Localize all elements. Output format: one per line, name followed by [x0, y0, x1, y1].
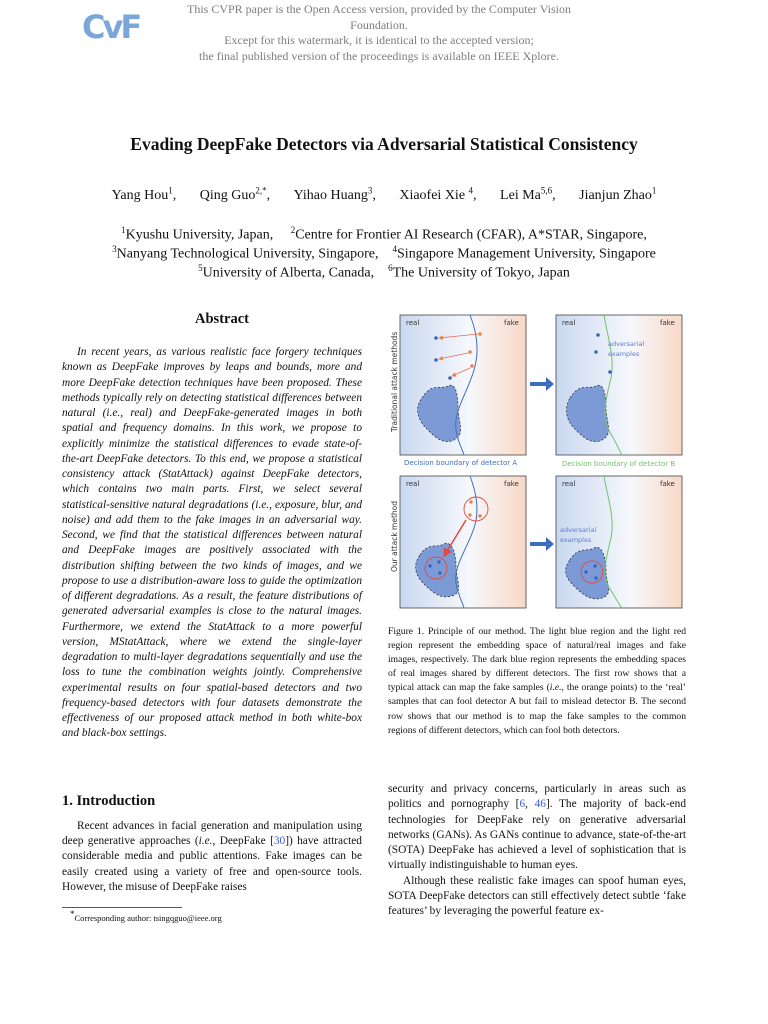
- panel-traditional-detector-a: [400, 315, 526, 455]
- citation-link[interactable]: 30: [273, 835, 286, 848]
- panel-label-real: real: [562, 480, 576, 488]
- paper-title: Evading DeepFake Detectors via Adversarial Statistical Consistency: [130, 134, 638, 154]
- author: Lei Ma$^{5,6}$,: [500, 185, 556, 203]
- cvf-logo: [82, 6, 142, 44]
- author: Jianjun Zhao$^1$: [579, 185, 657, 203]
- watermark-line-3: the final published version of the proceedings is available on IEEE Xplore.: [199, 48, 559, 63]
- affiliation: Singapore Management University, Singapore: [397, 246, 656, 262]
- abstract-text: In recent years, as various realistic face forgery techniques known as DeepFake improves by leaps and bounds, more and more DeepFake detection techniques have been proposed. These methods typically rely on detecting statistical differences between natural (i.e., real) and DeepFake-generated images in both spatial and frequency domains. In this work, we propose to explicitly minimize the statistical differences to evade state-of-the-art DeepFake detectors. To this end, we propose a statistical consistency attack (StatAttack) against DeepFake detectors, which contains two main parts. First, we select several statistical-sensitive natural degradations (i.e., exposure, blur, and noise) and add them to the fake images in an adversarial way. Second, we find that the statistical differences between natural and DeepFake images are positively associated with the distribution shifting between the two kinds of images, and we propose to use a distribution-aware loss to guide the optimization of different degradations. As a result, the feature distributions of generated adversarial examples is close to the natural images. Furthermore, we extend the StatAttack to a more powerful version, MStatAttack, where we extend the single-layer degradation to multi-layer degradations sequentially and use the loss to tune the combination weights jointly. Comprehensive experimental results on four spatial-based detectors and two frequency-based detectors with four datasets demonstrate the effectiveness of our proposed attack method in both white-box and black-box settings.: [62, 346, 362, 740]
- citation-link[interactable]: 46: [534, 798, 546, 811]
- label-adversarial-examples: examples: [608, 350, 640, 358]
- affiliation: The University of Tokyo, Japan: [392, 265, 570, 281]
- label-decision-boundary-a: Decision boundary of detector A: [404, 459, 518, 467]
- row-label-ours: Our attack method: [390, 500, 399, 572]
- right-column-text: [388, 782, 686, 920]
- panel-label-real: real: [406, 319, 420, 327]
- watermark-line-2: Except for this watermark, it is identical to the accepted version;: [224, 33, 534, 47]
- panel-ours-detector-a: [400, 476, 526, 608]
- panel-label-fake: fake: [660, 319, 675, 327]
- panel-label-fake: fake: [504, 480, 519, 488]
- author: Qing Guo$^{2,*}$,: [199, 185, 271, 203]
- citation-link[interactable]: 6: [519, 798, 526, 811]
- row-label-traditional: Traditional attack methods: [390, 331, 399, 432]
- footnote-rule: [62, 907, 182, 908]
- svg-text:CvF: CvF: [82, 8, 140, 44]
- watermark: [160, 2, 598, 64]
- affiliation: Kyushu University, Japan,: [125, 227, 274, 243]
- introduction-paragraph: Recent advances in facial generation and manipulation using deep generative approaches (i.e., DeepFake [30]) have attracted considerable media and public attentions. Fake images can be easily created using a variety of free and open-source tools. However, the misuse of DeepFake raises: [62, 820, 362, 893]
- label-adversarial-examples: examples: [560, 536, 592, 544]
- section-heading-introduction: 1. Introduction: [62, 793, 156, 809]
- affiliation-line-2: $^3$Nanyang Technological University, Singapore, $^4$Singapore Management University, Singapore: [112, 244, 656, 262]
- affiliation: Nanyang Technological University, Singapore,: [116, 246, 379, 262]
- transition-arrow: [530, 537, 554, 551]
- paragraph: security and privacy concerns, particularly in areas such as politics and pornography [6, 46]. The majority of back-end technologies for DeepFake rely on generative adversarial networks (GANs). As GANs continue to advance, state-of-the-art (SOTA) DeepFake has achieved a level of sophistication that is virtually indistinguishable to human eyes.: [388, 783, 687, 872]
- figure-1-caption: Figure 1. Principle of our method. The light blue region and the light red region represent the embedding space of natural/real images and fake images, respectively. The dark blue region represents the embedding spaces of real images shared by different detectors. The first row shows that a typical attack can map the fake samples (i.e., the orange points) to the ‘real’ samples that can fool detector A but fail to mislead detector B. The second row shows that our method is to map the fake samples to the common regions of different detectors, which can fool both detectors.: [388, 626, 686, 736]
- watermark-line-1: This CVPR paper is the Open Access version, provided by the Computer Vision Foundation.: [186, 2, 571, 32]
- label-adversarial-examples: adversarial: [560, 526, 597, 534]
- panel-label-fake: fake: [660, 480, 675, 488]
- label-decision-boundary-b: Decision boundary of detector B: [562, 460, 676, 468]
- panel-ours-detector-b: [556, 476, 682, 608]
- author: Yang Hou$^1$,: [111, 185, 177, 203]
- abstract-heading: Abstract: [195, 311, 249, 327]
- footnote: *Corresponding author: tsingqguo@ieee.org: [70, 909, 222, 923]
- panel-label-real: real: [562, 319, 576, 327]
- affiliation: University of Alberta, Canada,: [202, 265, 375, 281]
- author-list: [0, 185, 768, 204]
- figure-1: [384, 310, 688, 620]
- label-adversarial-examples: adversarial: [608, 340, 645, 348]
- affiliation: Centre for Frontier AI Research (CFAR), A*STAR, Singapore,: [295, 227, 647, 243]
- author: Yihao Huang$^3$,: [293, 185, 376, 203]
- panel-label-real: real: [406, 480, 420, 488]
- panel-label-fake: fake: [504, 319, 519, 327]
- transition-arrow: [530, 377, 554, 391]
- panel-traditional-detector-b: [556, 315, 682, 455]
- affiliation-line-3: $^5$University of Alberta, Canada, $^6$The University of Tokyo, Japan: [198, 263, 570, 281]
- affiliation-line-1: $^1$Kyushu University, Japan, $^2$Centre for Frontier AI Research (CFAR), A*STAR, Singapore,: [121, 225, 647, 243]
- author: Xiaofei Xie $^4$,: [399, 185, 477, 203]
- paragraph: Although these realistic fake images can spoof human eyes, SOTA DeepFake detectors can still effectively detect subtle ‘fake features’ by leveraging the powerful feature ex-: [388, 874, 686, 918]
